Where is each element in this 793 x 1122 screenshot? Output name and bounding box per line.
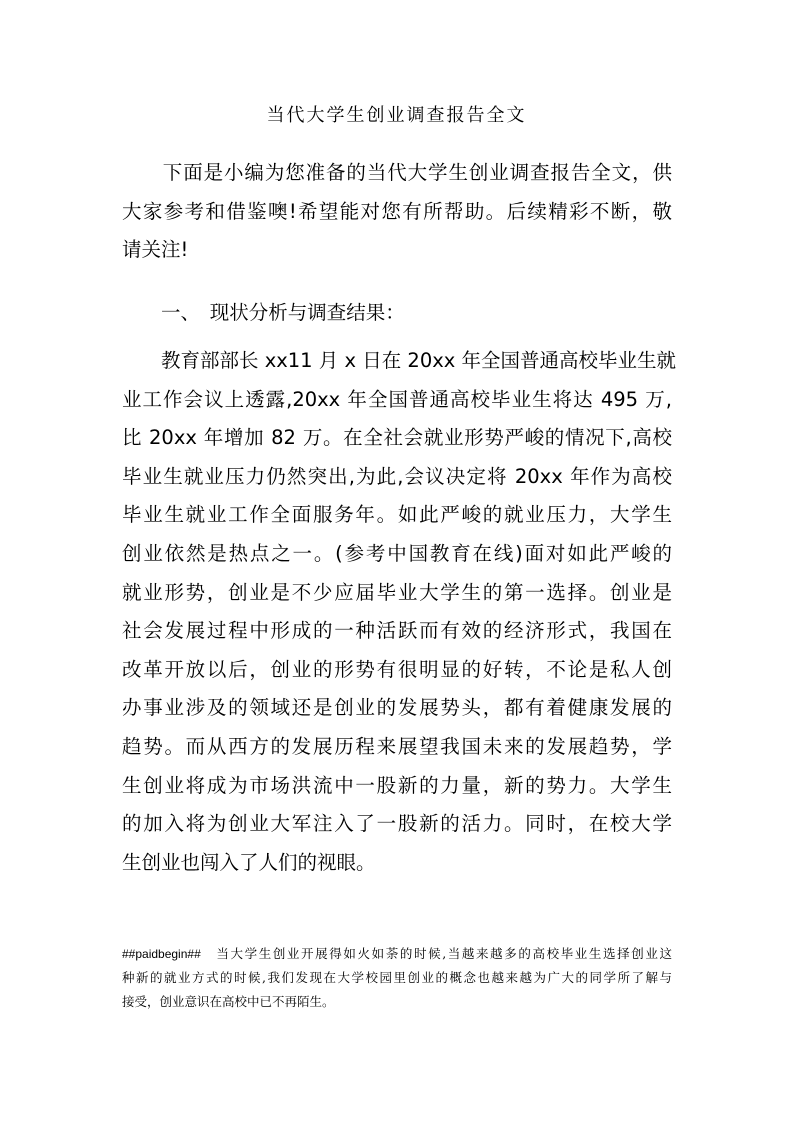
body-line: 比 20xx 年增加 82 万。在全社会就业形势严峻的情况下,高校 — [122, 426, 672, 450]
intro-line: 下面是小编为您准备的当代大学生创业调查报告全文，供 — [122, 161, 672, 184]
body-line: 办事业涉及的领域还是创业的发展势头，都有着健康发展的 — [122, 696, 672, 720]
body-line: 创业依然是热点之一。(参考中国教育在线)面对如此严峻的 — [122, 541, 672, 565]
intro-line: 大家参考和借鉴噢!希望能对您有所帮助。后续精彩不断，敬 — [122, 199, 672, 223]
body-line: 教育部部长 xx11 月 x 日在 20xx 年全国普通高校毕业生就 — [122, 349, 677, 372]
paid-line — [122, 942, 672, 966]
body-line: 生创业将成为市场洪流中一股新的力量，新的势力。大学生 — [122, 773, 672, 797]
body-line: 生创业也闯入了人们的视眼。 — [122, 850, 376, 874]
section-heading — [122, 294, 672, 333]
intro-line: 请关注! — [122, 238, 189, 262]
intro-paragraph — [122, 154, 672, 270]
body-line: 毕业生就业工作全面服务年。如此严峻的就业压力，大学生 — [122, 503, 672, 527]
paid-tag: ##paidbegin## — [122, 947, 201, 961]
document-title: 当代大学生创业调查报告全文 — [266, 105, 527, 126]
body-line: 的加入将为创业大军注入了一股新的活力。同时，在校大学 — [122, 812, 672, 836]
body-line: 社会发展过程中形成的一种活跃而有效的经济形式，我国在 — [122, 619, 672, 643]
body-line: 趋势。而从西方的发展历程来展望我国未来的发展趋势，学 — [122, 734, 672, 758]
paid-line: 种新的就业方式的时候,我们发现在大学校园里创业的概念也越来越为广大的同学所了解与 — [122, 970, 672, 985]
paid-line: 接受，创业意识在高校中已不再陌生。 — [122, 994, 335, 1009]
body-line: 毕业生就业压力仍然突出,为此,会议决定将 20xx 年作为高校 — [122, 464, 672, 488]
paid-line-text: 当大学生创业开展得如火如荼的时候,当越来越多的高校毕业生选择创业这 — [214, 946, 672, 961]
paid-paragraph — [122, 942, 672, 1014]
body-line: 业工作会议上透露,20xx 年全国普通高校毕业生将达 495 万, — [122, 387, 672, 411]
body-paragraph — [122, 342, 677, 882]
body-line: 改革开放以后，创业的形势有很明显的好转，不论是私人创 — [122, 657, 672, 681]
section-heading-text: 一、 现状分析与调查结果： — [122, 301, 405, 324]
body-line: 就业形势，创业是不少应届毕业大学生的第一选择。创业是 — [122, 580, 672, 604]
